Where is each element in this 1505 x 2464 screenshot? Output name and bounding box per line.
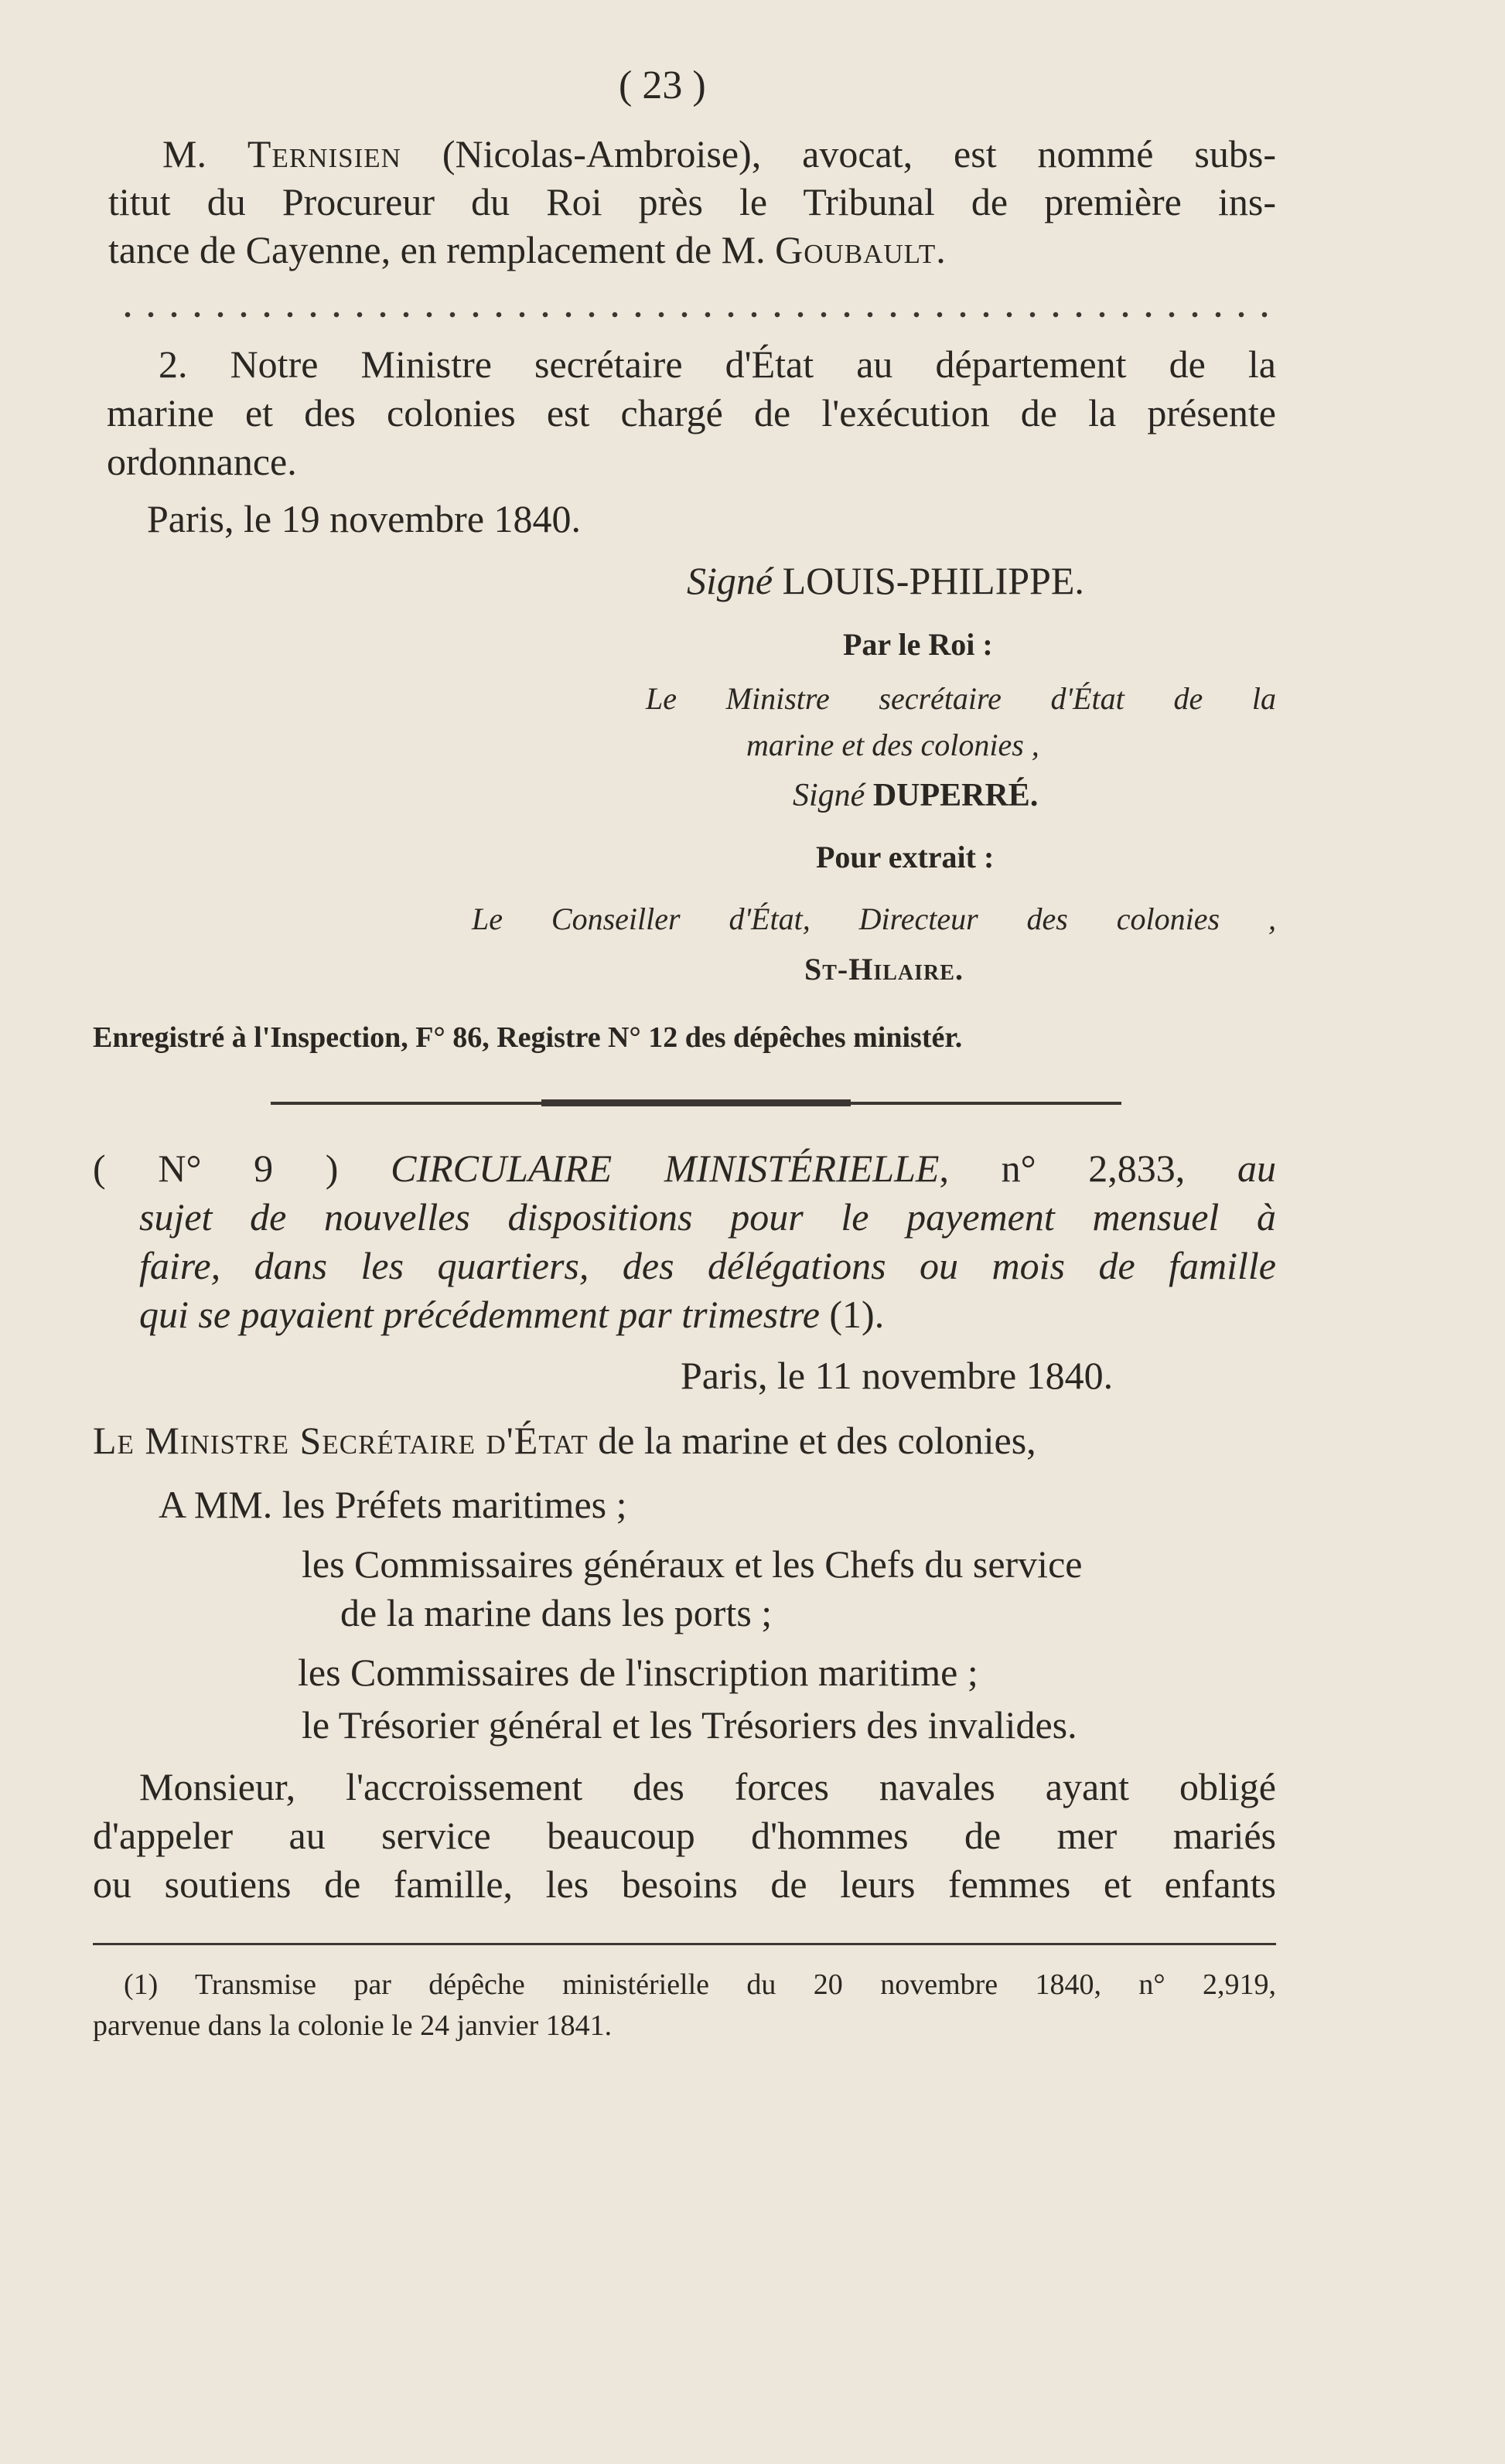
date-paris-11-nov: Paris, le 11 novembre 1840. — [681, 1354, 1114, 1397]
signe-label: Signé — [793, 778, 865, 813]
person-name: Ternisien — [247, 132, 401, 176]
text: tance de Cayenne, en remplacement de M. — [108, 228, 776, 271]
circular-ref: , n° 2,833, — [939, 1147, 1237, 1190]
article-2-line-1: 2. Notre Ministre secrétaire d'État au département de la — [159, 343, 1276, 386]
nomination-line-1 — [162, 130, 1276, 178]
footnote-line-2: parvenue dans la colonie le 24 janvier 1841. — [93, 2009, 613, 2042]
signe-label: Signé — [687, 559, 773, 602]
date-paris-19-nov: Paris, le 19 novembre 1840. — [147, 497, 582, 540]
nomination-line-3 — [108, 226, 946, 274]
page-number: ( 23 ) — [619, 63, 706, 107]
text: au — [1237, 1147, 1276, 1190]
circular-heading-line-2: sujet de nouvelles dispositions pour le payement mensuel à — [139, 1195, 1276, 1239]
letter-line-3: ou soutiens de famille, les besoins de leurs femmes et enfants — [93, 1862, 1276, 1906]
person-name: Goubault — [775, 228, 937, 271]
conseiller-line-1: Le Conseiller d'État, Directeur des colonies , — [472, 901, 1276, 936]
addressees-line-4: de la marine dans les ports ; — [340, 1591, 773, 1634]
article-2-line-3: ordonnance. — [107, 440, 297, 483]
nomination-line-2: titut du Procureur du Roi près le Tribunal de première ins- — [108, 180, 1276, 223]
ministre-line-1: Le Ministre secrétaire d'État de la — [646, 681, 1276, 716]
text: . — [936, 228, 946, 271]
footnote-ref: (1). — [819, 1293, 885, 1336]
dotted-separator — [116, 311, 1276, 319]
text: M. — [162, 132, 247, 176]
addressees-line-6: le Trésorier général et les Trésoriers des invalides. — [302, 1703, 1077, 1747]
section-separator-rule-thick — [541, 1099, 851, 1106]
circular-heading-line-4 — [139, 1290, 884, 1338]
signature-king — [687, 557, 1084, 605]
text: (Nicolas-Ambroise), avocat, est nommé subs- — [401, 132, 1276, 176]
circular-number: ( N° 9 ) — [93, 1147, 391, 1190]
pour-extrait: Pour extrait : — [816, 840, 995, 874]
signature-minister — [793, 777, 1038, 814]
addressees-line-2: A MM. les Préfets maritimes ; — [159, 1483, 627, 1526]
ministre-title: Le Ministre Secrétaire d'État — [93, 1419, 589, 1462]
letter-line-2: d'appeler au service beaucoup d'hommes de mer mariés — [93, 1814, 1276, 1857]
registration-note: Enregistré à l'Inspection, F° 86, Registre N° 12 des dépêches ministér. — [93, 1021, 963, 1054]
circular-heading-line-3: faire, dans les quartiers, des délégations ou mois de famille — [139, 1244, 1276, 1287]
text: de la marine et des colonies, — [588, 1419, 1036, 1462]
par-le-roi: Par le Roi : — [843, 627, 993, 662]
letter-line-1: Monsieur, l'accroissement des forces navales ayant obligé — [139, 1765, 1276, 1808]
circular-heading-line-1 — [93, 1144, 1276, 1192]
ministre-line-2: marine et des colonies , — [746, 728, 1039, 762]
footnote-line-1: (1) Transmise par dépêche ministérielle du 20 novembre 1840, n° 2,919, — [124, 1968, 1276, 2001]
circular-title: CIRCULAIRE MINISTÉRIELLE — [391, 1147, 940, 1190]
article-2-line-2: marine et des colonies est chargé de l'exécution de la présente — [107, 391, 1276, 435]
conseiller-name: St-Hilaire. — [804, 952, 964, 987]
addressees-line-5: les Commissaires de l'inscription maritime ; — [298, 1651, 978, 1694]
text: qui se payaient précédemment par trimestre — [139, 1293, 820, 1336]
footnote-rule — [93, 1943, 1276, 1945]
addressees-line-1 — [93, 1416, 1036, 1464]
signatory-name: DUPERRÉ. — [872, 778, 1039, 813]
signatory-name: LOUIS-PHILIPPE. — [782, 559, 1084, 602]
addressees-line-3: les Commissaires généraux et les Chefs du service — [302, 1542, 1083, 1586]
